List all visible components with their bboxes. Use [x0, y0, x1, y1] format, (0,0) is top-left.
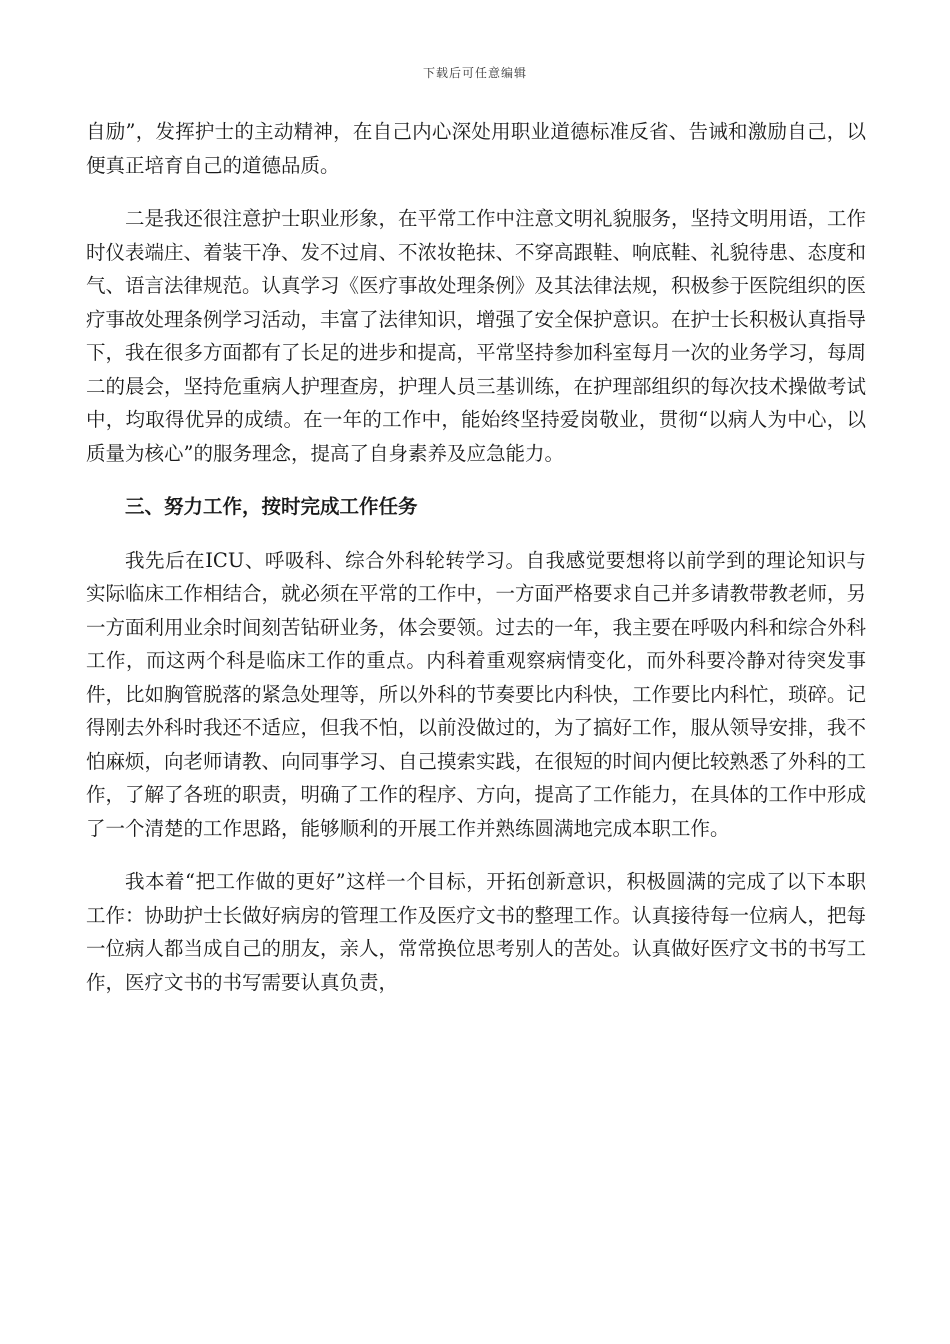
section-heading: 三、努力工作，按时完成工作任务 — [125, 495, 418, 518]
page-header: 下载后可任意编辑 — [422, 66, 527, 80]
paragraph-duties: 我本着“把工作做的更好”这样一个目标，开拓创新意识，积极圆满的完成了以下本职工作：协助护士长做好病房的管理工作及医疗文书的整理工作。认真接待每一位病人，把每一位病人都当成自己的朋友，亲人，常常换位思考别人的苦处。认真做好医疗文书的书写工作，医疗文书的书写需要认真负责， — [86, 870, 867, 994]
paragraph-continued: 自励”，发挥护士的主动精神，在自己内心深处用职业道德标准反省、告诫和激励自己，以便真正培育自己的道德品质。 — [86, 120, 866, 177]
document-body — [86, 115, 866, 1019]
paragraph-rotation-study: 我先后在ICU、呼吸科、综合外科轮转学习。自我感觉要想将以前学到的理论知识与实际临床工作相结合，就必须在平常的工作中，一方面严格要求自己并多请教带教老师，另一方面利用业余时间刻苦钻研业务，体会要领。过去的一年，我主要在呼吸内科和综合外科工作，而这两个科是临床工作的重点。内科着重观察病情变化，而外科要冷静对待突发事件，比如胸管脱落的紧急处理等，所以外科的节奏要比内科快，工作要比内科忙，琐碎。记得刚去外科时我还不适应，但我不怕，以前没做过的，为了搞好工作，服从领导安排，我不怕麻烦，向老师请教、向同事学习、自己摸索实践，在很短的时间内便比较熟悉了外科的工作，了解了各班的职责，明确了工作的程序、方向，提高了工作能力，在具体的工作中形成了一个清楚的工作思路，能够顺利的开展工作并熟练圆满地完成本职工作。 — [86, 548, 867, 840]
paragraph-professional-image: 二是我还很注意护士职业形象，在平常工作中注意文明礼貌服务，坚持文明用语，工作时仪表端庄、着装干净、发不过肩、不浓妆艳抹、不穿高跟鞋、响底鞋、礼貌待患、态度和气、语言法律规范。认真学习《医疗事故处理条例》及其法律法规，积极参于医院组织的医疗事故处理条例学习活动，丰富了法律知识，增强了安全保护意识。在护士长积极认真指导下，我在很多方面都有了长足的进步和提高，平常坚持参加科室每月一次的业务学习，每周二的晨会，坚持危重病人护理查房，护理人员三基训练，在护理部组织的每次技术操做考试中，均取得优异的成绩。在一年的工作中，能始终坚持爱岗敬业，贯彻“以病人为中心，以质量为核心”的服务理念，提高了自身素养及应急能力。 — [86, 207, 867, 465]
